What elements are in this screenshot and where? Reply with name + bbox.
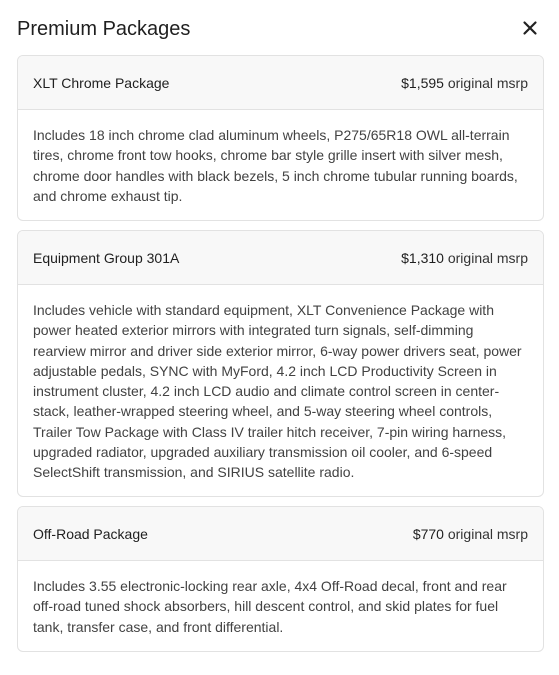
package-description: Includes vehicle with standard equipment, XLT Convenience Package with power heated exterior mirrors with integrated turn signals, self-dimming rearview mirror and driver side exterior mirror, 6-way power drivers seat, power adjustable pedals, SYNC with MyFord, 4.2 inch LCD Productivity Screen in instrument cluster, 4.2 inch LCD audio and climate control screen in center-stack, leather-wrapped steering wheel, and 5-way steering wheel controls, Trailer Tow Package with Class IV trailer hitch receiver, 7-pin wiring harness, upgraded radiator, upgraded auxiliary transmission oil cooler, and 6-speed SelectShift transmission, and SIRIUS satellite radio. [33,302,522,481]
package-card-header [18,231,543,285]
package-description-container [18,110,543,206]
package-description: Includes 3.55 electronic-locking rear axle, 4x4 Off-Road decal, front and rear off-road tuned shock absorbers, hill descent control, and skid plates for fuel tank, transfer case, and front differential. [33,578,507,635]
price-amount: $770 [412,526,444,542]
package-card-equipment-group-301a [17,230,544,497]
package-name: Off-Road Package [33,526,148,542]
package-description: Includes 18 inch chrome clad aluminum wheels, P275/65R18 OWL all-terrain tires, chrome front tow hooks, chrome bar style grille insert with silver mesh, chrome door handles with black bezels, 5 inch chrome tubular running boards, and chrome exhaust tip. [33,127,518,204]
package-card-xlt-chrome [17,55,544,221]
package-name: XLT Chrome Package [33,75,170,91]
package-card-off-road [17,506,544,652]
price-suffix: original msrp [447,250,528,266]
price-amount: $1,310 [401,250,444,266]
dialog-header [17,14,542,44]
package-card-header [18,56,543,110]
dialog-title: Premium Packages [17,18,191,40]
package-price [413,525,528,543]
package-card-header [18,507,543,561]
price-suffix: original msrp [447,75,528,91]
package-name: Equipment Group 301A [33,250,180,266]
package-price [401,249,528,267]
package-description-container [18,561,543,637]
package-description-container [18,285,543,483]
price-amount: $1,595 [401,75,444,91]
close-icon[interactable] [520,18,540,38]
price-suffix: original msrp [447,526,528,542]
package-price [401,74,528,92]
